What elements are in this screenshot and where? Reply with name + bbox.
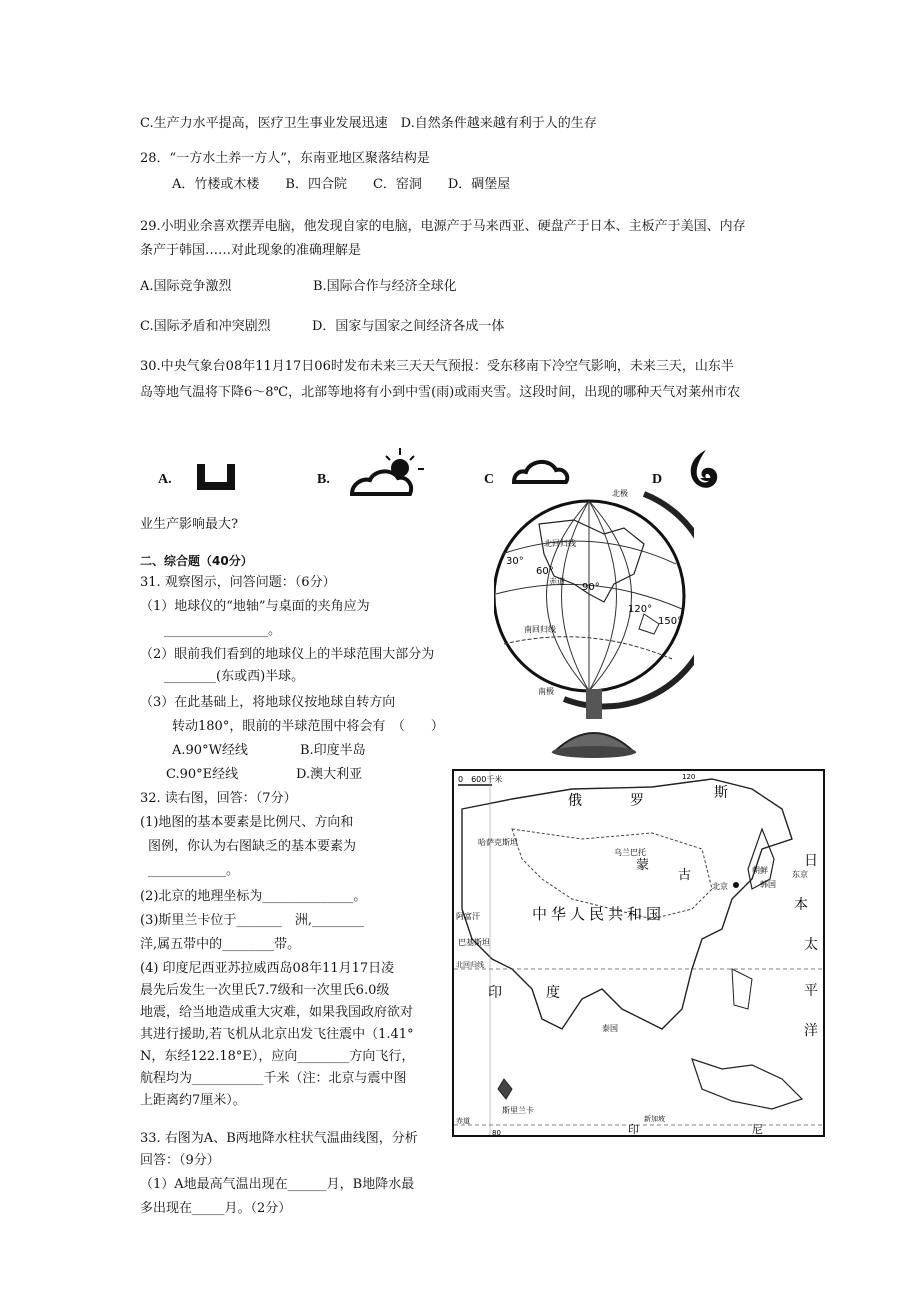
- globe-lon-90: 90°: [582, 582, 600, 593]
- map-label-indonesia-1: 印: [628, 1123, 639, 1136]
- q32-part4-a: (4) 印度尼西亚苏拉威西岛08年11月17日凌: [140, 961, 395, 976]
- q31-part2: （2）眼前我们看到的地球仪上的半球范围大部分为: [140, 647, 435, 662]
- q29-option-a: A.国际竞争激烈: [140, 279, 232, 294]
- q29-stem-1: 29.小明业余喜欢摆弄电脑，他发现自家的电脑，电源产于马来西亚、硬盘产于日本、主板产于美国、内存: [140, 219, 746, 234]
- map-label-thailand: 泰国: [602, 1024, 618, 1033]
- globe-lon-150: 150°: [658, 616, 683, 627]
- map-label-south-korea: 韩国: [760, 880, 776, 889]
- map-label-china: 中华人民共和国: [532, 905, 666, 923]
- map-tick-120: 120: [682, 773, 696, 781]
- map-label-beijing: 北京: [712, 882, 728, 891]
- globe-south-pole-label: 南极: [538, 687, 554, 696]
- q31-option-c: C.90°E经线: [166, 767, 239, 782]
- q27-options-cd: C.生产力水平提高，医疗卫生事业发展迅速 D.自然条件越来越有利于人的生存: [140, 116, 597, 131]
- globe-lon-120: 120°: [628, 604, 653, 615]
- q32-part4-d: 其进行援助,若飞机从北京出发飞往震中（1.41°: [140, 1027, 414, 1042]
- q29-option-b: B.国际合作与经济全球化: [313, 279, 457, 294]
- q32-part4-g: 上距离约7厘米）。: [140, 1093, 246, 1108]
- map-label-pacific-2: 平: [804, 983, 818, 999]
- globe-tropic-capricorn-label: 南回归线: [524, 625, 556, 634]
- weather-label-b: B.: [317, 472, 330, 487]
- sun-behind-cloud-icon: [348, 446, 428, 502]
- globe-north-pole-label: 北极: [612, 489, 628, 498]
- q29-stem-2: 条产于韩国……对此现象的准确理解是: [140, 243, 362, 258]
- map-label-pakistan: 巴基斯坦: [458, 938, 490, 947]
- globe-lon-30: 30°: [506, 556, 524, 567]
- globe-equator-label: 赤道: [549, 577, 565, 586]
- q28-options: A．竹楼或木楼 B．四合院 C．窑洞 D．碉堡屋: [172, 177, 511, 192]
- map-label-india-2: 度: [546, 985, 560, 1001]
- map-label-japan-1: 日: [804, 853, 818, 869]
- q32-stem: 32. 读右图，回答：（7分）: [140, 791, 297, 806]
- q32-part4-c: 地震，给当地造成重大灾难，如果我国政府欲对: [140, 1005, 414, 1020]
- weather-label-c: C: [484, 472, 495, 487]
- q31-part3-b: 转动180°，眼前的半球范围中将会有 （ ）: [172, 719, 444, 734]
- section-2-heading: 二、综合题（40分）: [140, 554, 253, 568]
- map-label-russia-2: 罗: [630, 793, 644, 809]
- map-scale-label: 0 600千米: [458, 775, 503, 784]
- q33-stem-1: 33. 右图为A、B两地降水柱状气温曲线图，分析: [140, 1131, 418, 1146]
- q32-part1-b: 图例，你认为右图缺乏的基本要素为: [148, 839, 357, 854]
- q32-part3-b: 洋,属五带中的________带。: [140, 937, 301, 952]
- weather-symbol-a-icon: [195, 462, 237, 496]
- map-label-indonesia-2: 尼: [752, 1123, 763, 1136]
- map-label-russia-3: 斯: [714, 785, 728, 801]
- globe-tropic-cancer-label: 北回归线: [544, 539, 576, 548]
- q32-part4-e: N，东经122.18°E），应向________方向飞行，: [140, 1049, 415, 1064]
- q31-option-d: D.澳大利亚: [296, 767, 363, 782]
- map-label-mongolia-1: 蒙: [636, 858, 650, 873]
- map-label-korea: 朝鲜: [752, 866, 768, 875]
- q30-stem-2: 岛等地气温将下降6～8℃，北部等地将有小到中雪(雨)或雨夹雪。这段时间，出现的哪种天气对莱州市农: [140, 385, 741, 400]
- q32-part3-a: (3)斯里兰卡位于_______ 洲,________: [140, 913, 365, 928]
- map-label-singapore: 新加坡: [644, 1115, 665, 1123]
- q31-option-b: B.印度半岛: [300, 743, 366, 758]
- map-label-japan-2: 本: [794, 897, 808, 913]
- map-label-pacific-1: 太: [804, 937, 818, 953]
- q28-stem: 28．“一方水土养一方人”，东南亚地区聚落结构是: [140, 151, 430, 166]
- q31-stem: 31. 观察图示，问答问题：（6分）: [140, 575, 336, 590]
- q31-part3: （3）在此基础上，将地球仪按地球自转方向: [140, 695, 396, 710]
- map-label-ulaanbaatar: 乌兰巴托: [614, 848, 646, 857]
- q31-option-a: A.90°W经线: [172, 743, 248, 758]
- q33-part1-a: （1）A地最高气温出现在______月，B地降水最: [140, 1177, 415, 1192]
- q29-option-d: D．国家与国家之间经济各成一体: [312, 319, 505, 334]
- q31-part1: （1）地球仪的“地轴”与桌面的夹角应为: [140, 599, 370, 614]
- q32-part4-b: 晨先后发生一次里氏7.7级和一次里氏6.0级: [140, 983, 390, 998]
- globe-lon-60: 60°: [536, 566, 554, 577]
- q31-part1-blank: ________________。: [164, 623, 282, 638]
- q30-stem-1: 30.中央气象台08年11月17日06时发布未来三天天气预报：受东移南下冷空气影响，未来三天，山东半: [140, 359, 734, 374]
- q31-part2-blank: ________(东或西)半球。: [164, 669, 305, 684]
- q32-part1-a: (1)地图的基本要素是比例尺、方向和: [140, 815, 354, 830]
- weather-label-a: A.: [158, 472, 172, 487]
- map-label-kazakhstan: 哈萨克斯坦: [478, 838, 518, 847]
- map-label-sri-lanka: 斯里兰卡: [502, 1106, 534, 1115]
- map-label-india-1: 印: [488, 985, 502, 1001]
- q32-part4-f: 航程均为___________千米（注：北京与震中图: [140, 1071, 407, 1086]
- map-label-pacific-3: 洋: [804, 1023, 818, 1039]
- q33-part1-b: 多出现在_____月。（2分）: [140, 1201, 292, 1216]
- q32-part2: (2)北京的地理坐标为______________。: [140, 889, 367, 904]
- q29-option-c: C.国际矛盾和冲突剧烈: [140, 319, 271, 334]
- map-label-russia-1: 俄: [568, 793, 582, 809]
- map-label-mongolia-2: 古: [678, 868, 692, 883]
- weather-label-d: D: [652, 472, 663, 487]
- map-label-tokyo: 东京: [792, 870, 808, 879]
- globe-figure: [494, 484, 694, 764]
- map-label-equator: 赤道: [456, 1117, 470, 1125]
- map-label-afghanistan: 阿富汗: [456, 912, 480, 921]
- q33-stem-2: 回答：（9分）: [140, 1153, 220, 1168]
- q32-part1-blank: ____________。: [148, 863, 240, 878]
- asia-map-figure: [452, 769, 825, 1137]
- map-label-tropic: 北回归线: [456, 961, 484, 969]
- q30-stem-3: 业生产影响最大?: [140, 517, 238, 532]
- map-tick-80: 80: [492, 1129, 501, 1137]
